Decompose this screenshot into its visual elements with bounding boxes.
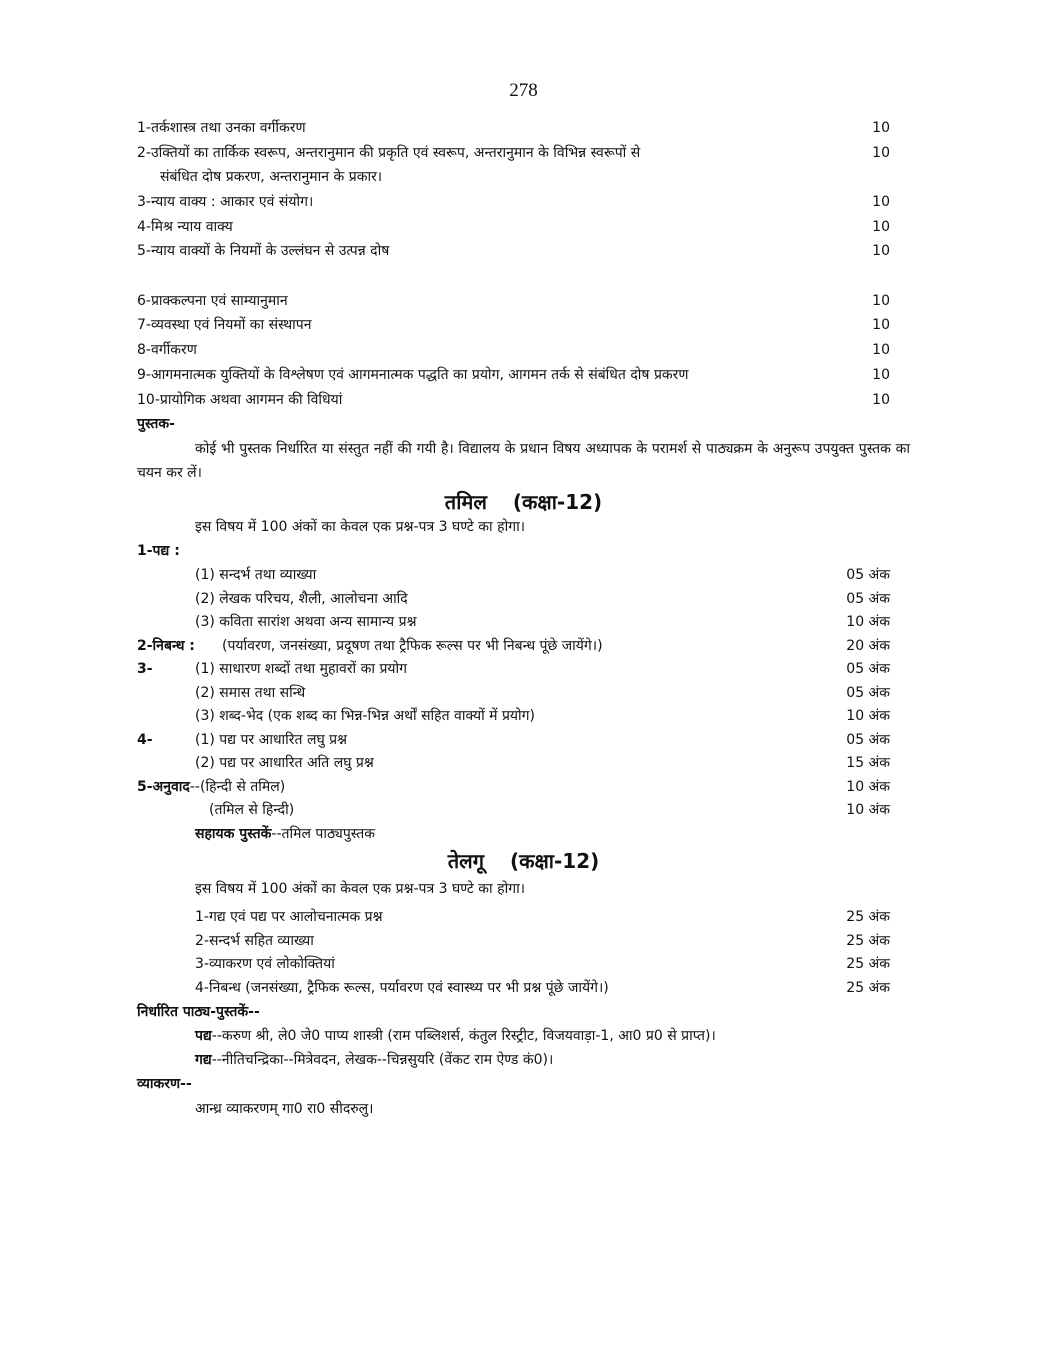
tamil-item: --(हिन्दी से तमिल) <box>189 779 286 795</box>
topic-text: 6-प्राक्कल्पना एवं साम्यानुमान <box>137 293 288 309</box>
tamil-section-label: 2-निबन्ध : <box>137 638 195 654</box>
topic-text: 7-व्यवस्था एवं नियमों का संस्थापन <box>137 317 312 333</box>
tamil-item-marks: 05 अंक <box>846 685 890 701</box>
telugu-class: (कक्षा-12) <box>509 849 600 873</box>
topic-marks: 10 <box>872 293 890 309</box>
tamil-title-text: तमिल <box>444 490 487 514</box>
tamil-helper-text: --तमिल पाठ्यपुस्तक <box>271 826 375 842</box>
tamil-item: (2) समास तथा सन्धि <box>195 685 306 701</box>
tamil-class: (कक्षा-12) <box>512 490 603 514</box>
telugu-item: 3-व्याकरण एवं लोकोक्तियां <box>195 956 335 972</box>
books-paragraph <box>137 437 910 485</box>
topic-marks: 10 <box>872 317 890 333</box>
telugu-item-marks: 25 अंक <box>846 933 890 949</box>
telugu-prescribed-heading: निर्धारित पाठ्य-पुस्तकें-- <box>137 1004 260 1020</box>
telugu-item-marks: 25 अंक <box>846 909 890 925</box>
topic-marks: 10 <box>872 120 890 136</box>
tamil-item: (1) पद्य पर आधारित लघु प्रश्न <box>195 732 348 748</box>
topic-marks: 10 <box>872 145 890 161</box>
topic-text: 1-तर्कशास्त्र तथा उनका वर्गीकरण <box>137 120 306 136</box>
topic-text: 2-उक्तियों का तार्किक स्वरूप, अन्तरानुमान की प्रकृति एवं स्वरूप, अन्तरानुमान के विभिन्न स्वरूपों से <box>137 145 641 161</box>
tamil-section-label: 1-पद्य : <box>137 543 180 559</box>
tamil-item: (2) लेखक परिचय, शैली, आलोचना आदि <box>195 591 408 607</box>
tamil-intro: इस विषय में 100 अंकों का केवल एक प्रश्न-पत्र 3 घण्टे का होगा। <box>195 519 526 535</box>
topic-marks: 10 <box>872 392 890 408</box>
topic-text: 3-न्याय वाक्य : आकार एवं संयोग। <box>137 194 314 210</box>
tamil-item: (पर्यावरण, जनसंख्या, प्रदूषण तथा ट्रैफिक रूल्स पर भी निबन्ध पूंछे जायेंगे।) <box>222 638 603 654</box>
tamil-item: (3) कविता सारांश अथवा अन्य सामान्य प्रश्न <box>195 614 417 630</box>
tamil-item-marks: 05 अंक <box>846 591 890 607</box>
telugu-poetry-book <box>195 1024 716 1048</box>
telugu-prose-label: गद्य <box>195 1052 212 1068</box>
telugu-grammar-text: आन्ध्र व्याकरणम् गा0 रा0 सीदरुलु। <box>195 1101 374 1117</box>
tamil-helper-label: सहायक पुस्तकें <box>195 826 272 842</box>
tamil-item: (1) साधारण शब्दों तथा मुहावरों का प्रयोग <box>195 661 408 677</box>
topic-text: 8-वर्गीकरण <box>137 342 197 358</box>
tamil-item-marks: 15 अंक <box>846 755 890 771</box>
telugu-item: 1-गद्य एवं पद्य पर आलोचनात्मक प्रश्न <box>195 909 383 925</box>
tamil-translation-row <box>137 775 285 799</box>
telugu-intro: इस विषय में 100 अंकों का केवल एक प्रश्न-पत्र 3 घण्टे का होगा। <box>195 881 526 897</box>
tamil-item-marks: 10 अंक <box>846 779 890 795</box>
topic-marks: 10 <box>872 367 890 383</box>
page-number: 278 <box>509 80 538 101</box>
telugu-poetry-text: --करुण श्री, ले0 जे0 पाप्य शास्त्री (राम पब्लिशर्स, कंतुल रिस्ट्रीट, विजयवाड़ा-1, आ0 प्र0 से प्राप्त)। <box>211 1028 716 1044</box>
telugu-item: 4-निबन्ध (जनसंख्या, ट्रैफिक रूल्स, पर्यावरण एवं स्वास्थ्य पर भी प्रश्न पूंछे जायेंगे।) <box>195 980 609 996</box>
topic-marks: 10 <box>872 194 890 210</box>
topic-text: 4-मिश्र न्याय वाक्य <box>137 219 233 235</box>
tamil-item-marks: 10 अंक <box>846 802 890 818</box>
topic-text: 5-न्याय वाक्यों के नियमों के उल्लंघन से उत्पन्न दोष <box>137 243 390 259</box>
telugu-item-marks: 25 अंक <box>846 956 890 972</box>
books-text: कोई भी पुस्तक निर्धारित या संस्तुत नहीं की गयी है। विद्यालय के प्रधान विषय अध्यापक के परामर्श से पाठ्यक्रम के अनुरूप उपयुक्त पुस्तक का चयन कर लें। <box>137 441 910 481</box>
tamil-item: (3) शब्द-भेद (एक शब्द का भिन्न-भिन्न अर्थों सहित वाक्यों में प्रयोग) <box>195 708 536 724</box>
telugu-title <box>0 847 1047 875</box>
tamil-item-marks: 05 अंक <box>846 732 890 748</box>
tamil-item-marks: 20 अंक <box>846 638 890 654</box>
telugu-item: 2-सन्दर्भ सहित व्याख्या <box>195 933 314 949</box>
telugu-title-text: तेलगू <box>447 849 484 873</box>
topic-text: 9-आगमनात्मक युक्तियों के विश्लेषण एवं आगमनात्मक पद्धति का प्रयोग, आगमन तर्क से संबंधित दोष प्रकरण <box>137 367 689 383</box>
tamil-section-label: 5-अनुवाद <box>137 779 190 795</box>
telugu-grammar-heading: व्याकरण-- <box>137 1076 192 1092</box>
tamil-item-marks: 10 अंक <box>846 708 890 724</box>
tamil-item-marks: 05 अंक <box>846 567 890 583</box>
tamil-section-label: 3- <box>137 661 153 677</box>
telugu-prose-text: --नीतिचन्द्रिका--मित्रेवदन, लेखक--चिन्नसुयरि (वेंकट राम ऐण्ड कं0)। <box>211 1052 554 1068</box>
topic-text: 10-प्रायोगिक अथवा आगमन की विधियां <box>137 392 343 408</box>
topic-text-continued: संबंधित दोष प्रकरण, अन्तरानुमान के प्रकार। <box>160 169 383 185</box>
tamil-item: (1) सन्दर्भ तथा व्याख्या <box>195 567 317 583</box>
tamil-title <box>0 488 1047 516</box>
tamil-item: (2) पद्य पर आधारित अति लघु प्रश्न <box>195 755 374 771</box>
telugu-poetry-label: पद्य <box>195 1028 212 1044</box>
tamil-item-marks: 05 अंक <box>846 661 890 677</box>
tamil-item: (तमिल से हिन्दी) <box>209 802 295 818</box>
tamil-item-marks: 10 अंक <box>846 614 890 630</box>
topic-marks: 10 <box>872 243 890 259</box>
telugu-prose-book <box>195 1048 553 1072</box>
books-heading: पुस्तक- <box>137 416 175 432</box>
topic-marks: 10 <box>872 342 890 358</box>
tamil-section-label: 4- <box>137 732 153 748</box>
topic-marks: 10 <box>872 219 890 235</box>
telugu-item-marks: 25 अंक <box>846 980 890 996</box>
tamil-helper-books <box>195 822 375 846</box>
